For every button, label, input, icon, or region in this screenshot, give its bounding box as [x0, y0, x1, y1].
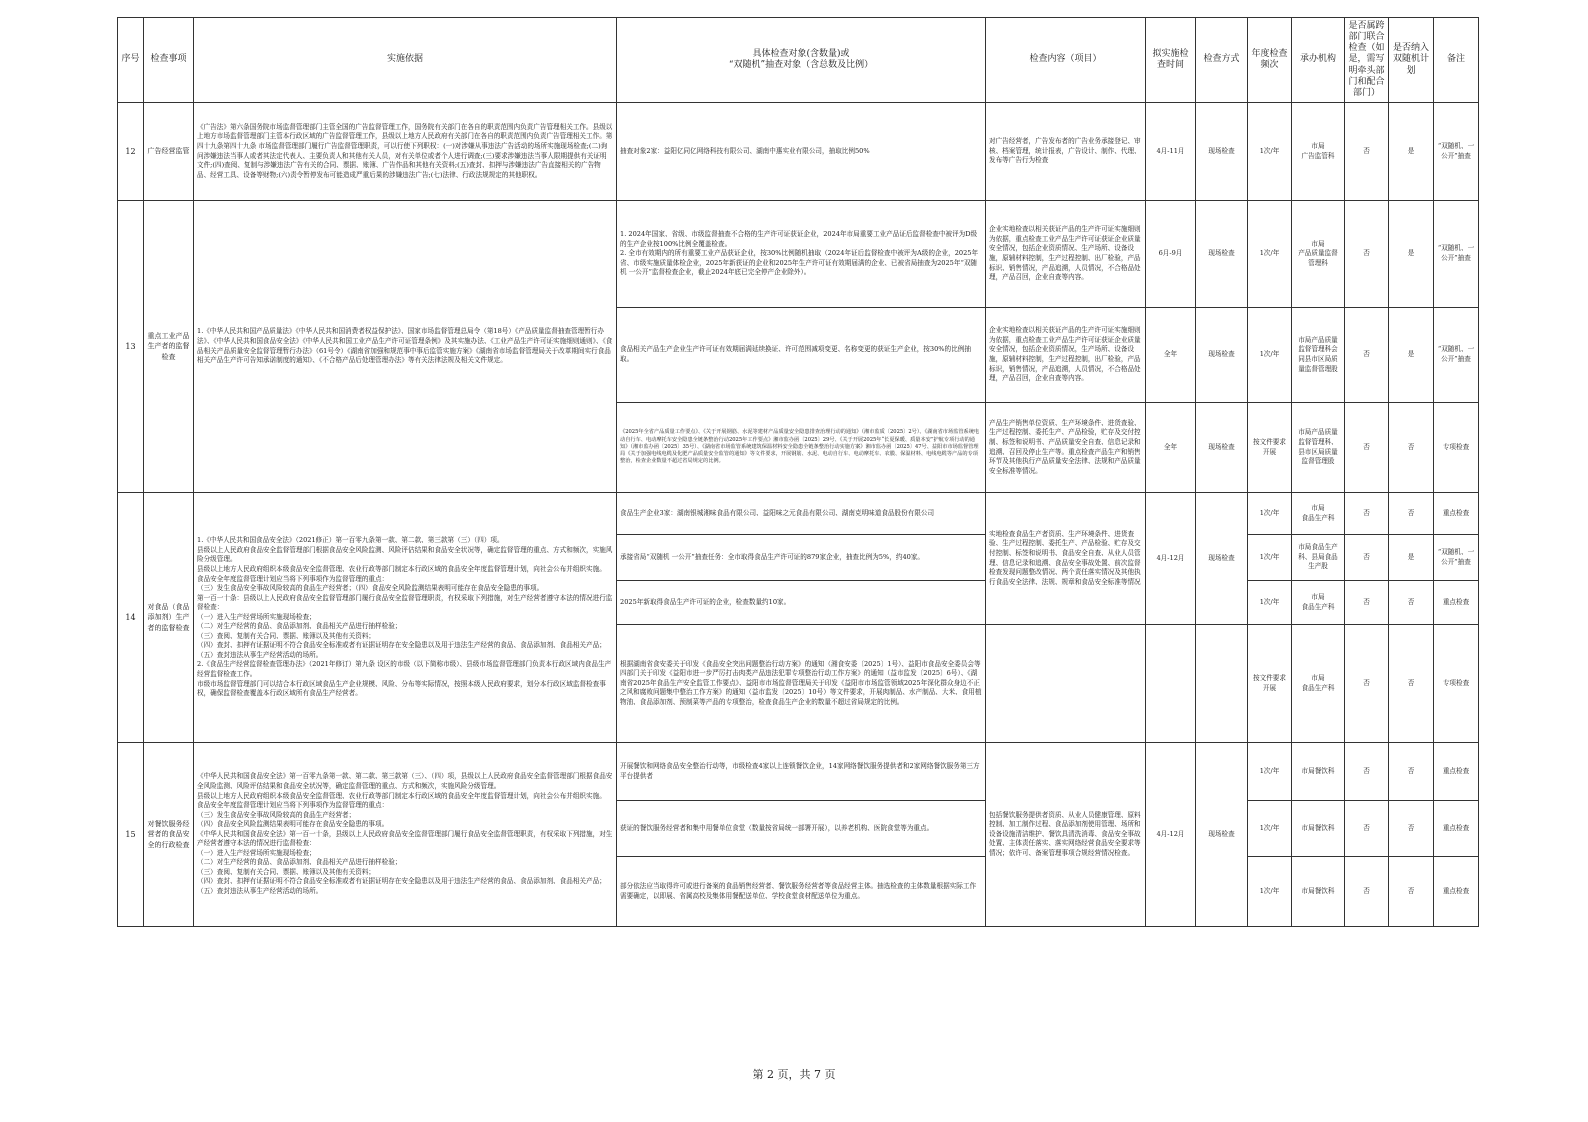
inspection-time: 4月-12月 — [1146, 743, 1196, 927]
inspection-content: 对广告经营者，广告发布者的广告业务承接登记、审核、档案管理，统计报表，广告设计、制作、代理、发布等广告行为检查 — [986, 103, 1146, 201]
header-object-line2: “双随机”抽查对象（含总数及比例） — [728, 60, 874, 70]
header-no: 序号 — [118, 18, 144, 103]
header-double-random: 是否纳入双随机计划 — [1389, 18, 1434, 103]
joint-inspection-flag: 否 — [1345, 201, 1389, 308]
inspection-frequency: 1次/年 — [1248, 535, 1292, 581]
inspection-time: 4月-12月 — [1146, 493, 1196, 625]
inspection-method: 现场检查 — [1196, 308, 1248, 403]
responsible-org: 市局 广告监管科 — [1292, 103, 1345, 201]
inspection-method: 现场检查 — [1196, 201, 1248, 308]
remark: “双随机、一公开”抽查 — [1434, 103, 1479, 201]
legal-basis: 1.《中华人民共和国食品安全法》（2021修正）第一百零九条第一款、第二款、第三款第（三）（四）项。 县级以上人民政府食品安全监督管理部门根据食品安全风险监测、风险评估结果和食品安全状况等，确定监督管理的重点、方式和频次，实施风险分级管理。 县级以上地方人民政府组织本级食品安全监督管理、农业行政等部门制定本行政区域的食品安全年度监督管理计划，向社会公布并组织实施。 食品安全年度监督管理计划应当将下列事项作为监督管理的重点： （三）发生食品安全事故风险较高的食品生产经营者；（四）食品安全风险监测结果表明可能存在食品安全隐患的事项。 第一百一十条：县级以上人民政府食品安全监督管理部门履行食品安全监督管理职责，有权采取下列措施，对生产经营者遵守本法的情况进行监督检查： （一）进入生产经营场所实施现场检查； （二）对生产经营的食品、食品添加剂、食品相关产品进行抽样检验； （三）查阅、复制有关合同、票据、账簿以及其他有关资料； （四）查封、扣押有证据证明不符合食品安全标准或者有证据证明存在安全隐患以及用于违法生产经营的食品、食品添加剂、食品相关产品； （五）查封违法从事生产经营活动的场所。 2.《食品生产经营监督检查管理办法》（2021年修订）第九条 设区的市级（以下简称市级）、县级市场监督管理部门负责本行政区域内食品生产经营监督检查工作。 市级市场监督管理部门可以结合本行政区域食品生产企业规模、风险、分布等实际情况，按照本级人民政府要求，划分本行政区域监督检查事权，确保监督检查覆盖本行政区域所有食品生产经营者。 — [194, 493, 617, 743]
row-number: 13 — [118, 201, 144, 493]
responsible-org: 市局餐饮科 — [1292, 801, 1345, 857]
inspection-item: 广告经营监管 — [144, 103, 194, 201]
inspection-item: 对餐饮服务经营者的食品安全的行政检查 — [144, 743, 194, 927]
row-number: 12 — [118, 103, 144, 201]
header-basis: 实施依据 — [194, 18, 617, 103]
inspection-frequency: 1次/年 — [1248, 308, 1292, 403]
inspection-object: 获证的餐饮服务经营者和集中用餐单位食堂（数量按省局统一部署开展），以养老机构、医院食堂等为重点。 — [617, 801, 986, 857]
inspection-content: 实地检查食品生产者资质、生产环境条件、进货查验、生产过程控制、委托生产、产品检验、贮存及交付控制、标签和说明书、食品安全自查、从业人员管理、信息记录和追溯、食品安全事故处置、前次监督检查发现问题整改情况、两个责任落实情况及其他执行食品安全法律、法规、规章和食品安全标准等情况 — [986, 493, 1146, 625]
remark: 重点检查 — [1434, 801, 1479, 857]
legal-basis: 《广告法》第六条国务院市场监督管理部门主管全国的广告监督管理工作，国务院有关部门在各自的职责范围内负责广告管理相关工作。县级以上地方市场监督管理部门主管本行政区域的广告监督管理工作，县级以上地方人民政府有关部门在各自的职责范围内负责广告管理相关工作。第四十九条第四十九条 市场监督管理部门履行广告监督管理职责，可以行使下列职权：(一)对涉嫌从事违法广告活动的场所实施现场检查;(二)询问涉嫌违法当事人或者其法定代表人、主要负责人和其他有关人员，对有关单位或者个人进行调查;(三)要求涉嫌违法当事人限期提供有关证明文件;(四)查阅、复制与涉嫌违法广告有关的合同、票据、账簿、广告作品和其他有关资料;(五)查封、扣押与涉嫌违法广告直接相关的广告物品、经营工具、设备等财物;(六)责令暂停发布可能造成严重后果的涉嫌违法广告;(七)法律、行政法规规定的其他职权。 — [194, 103, 617, 201]
double-random-flag: 否 — [1389, 581, 1434, 625]
inspection-object: 承接省局“双随机 一公开”抽查任务：全市取得食品生产许可证的879家企业，抽查比例为5%，约40家。 — [617, 535, 986, 581]
table-row — [118, 201, 1479, 308]
remark: 重点检查 — [1434, 743, 1479, 801]
inspection-frequency: 1次/年 — [1248, 581, 1292, 625]
inspection-object: 2025年新取得食品生产许可证的企业，检查数量约10家。 — [617, 581, 986, 625]
responsible-org: 市局餐饮科 — [1292, 743, 1345, 801]
inspection-time: 全年 — [1146, 403, 1196, 493]
double-random-flag: 否 — [1389, 403, 1434, 493]
responsible-org: 市局 食品生产科 — [1292, 493, 1345, 535]
inspection-frequency: 1次/年 — [1248, 103, 1292, 201]
header-content: 检查内容（项目） — [986, 18, 1146, 103]
remark: 重点检查 — [1434, 857, 1479, 927]
inspection-object: 开展餐饮和网络食品安全整治行动等，市级检查4家以上连锁餐饮企业，14家网络餐饮服务提供者和2家网络餐饮服务第三方平台提供者 — [617, 743, 986, 801]
double-random-flag: 是 — [1389, 308, 1434, 403]
double-random-flag: 否 — [1389, 801, 1434, 857]
double-random-flag: 否 — [1389, 493, 1434, 535]
inspection-method: 现场检查 — [1196, 493, 1248, 625]
header-remark: 备注 — [1434, 18, 1479, 103]
inspection-content: 企业实地检查以相关获证产品的生产许可证实施细则为依据，重点检查工业产品生产许可证获证企业质量安全情况，包括企业资质情况、生产场所、设备设施，原辅材料控制，生产过程控制、出厂检验，产品标识、销售情况，产品追溯，人员情况，不合格品处理，产品召回，企业自查等内容。 — [986, 201, 1146, 308]
inspection-method-empty — [1196, 625, 1248, 743]
joint-inspection-flag: 否 — [1345, 493, 1389, 535]
inspection-frequency: 按文件要求开展 — [1248, 403, 1292, 493]
legal-basis: 《中华人民共和国食品安全法》第一百零九条第一款、第二款、第三款第（三）、（四）项，县级以上人民政府食品安全监督管理部门根据食品安全风险监测、风险评估结果和食品安全状况等，确定监督管理的重点、方式和频次，实施风险分级管理。 县级以上地方人民政府组织本级食品安全监督管理、农业行政等部门制定本行政区域的食品安全年度监督管理计划，向社会公布并组织实施。 食品安全年度监督管理计划应当将下列事项作为监督管理的重点： （三）发生食品安全事故风险较高的食品生产经营者； （四）食品安全风险监测结果表明可能存在食品安全隐患的事项。 《中华人民共和国食品安全法》第一百一十条，县级以上人民政府食品安全监督管理部门履行食品安全监督管理职责，有权采取下列措施，对生产经营者遵守本法的情况进行监督检查： （一）进入生产经营场所实施现场检查； （二）对生产经营的食品、食品添加剂、食品相关产品进行抽样检验； （三）查阅、复制有关合同、票据、账簿以及其他有关资料； （四）查封、扣押有证据证明不符合食品安全标准或者有证据证明存在安全隐患以及用于违法生产经营的食品、食品添加剂、食品相关产品； （五）查封违法从事生产经营活动的场所。 — [194, 743, 617, 927]
inspection-item: 重点工业产品生产者的监督检查 — [144, 201, 194, 493]
header-org: 承办机构 — [1292, 18, 1345, 103]
inspection-object: 食品相关产品生产企业生产许可证有效期届满延续换证、许可范围减项变更、名称变更的获证生产企业，按30%的比例抽取。 — [617, 308, 986, 403]
table-row — [118, 493, 1479, 535]
inspection-content: 包括餐饮服务提供者资质、从业人员健康管理、原料控制、加工制作过程、食品添加剂使用管理、场所和设备设施清洁维护、餐饮具清洗消毒、食品安全事故处置、主体责任落实、落实网络经营食品安全要求等情况；依许可、备案管理事项合规经营情况检查。 — [986, 743, 1146, 927]
inspection-frequency: 1次/年 — [1248, 801, 1292, 857]
responsible-org: 市局产品质量监督管理科、县市区局质量监督管理股 — [1292, 403, 1345, 493]
joint-inspection-flag: 否 — [1345, 535, 1389, 581]
row-number: 15 — [118, 743, 144, 927]
inspection-time: 全年 — [1146, 308, 1196, 403]
remark: 重点检查 — [1434, 493, 1479, 535]
header-object-line1: 具体检查对象(含数量)或 — [752, 48, 850, 59]
remark: 重点检查 — [1434, 581, 1479, 625]
legal-basis: 1.《中华人民共和国产品质量法》《中华人民共和国消费者权益保护法》、国家市场监督管理总局令（第18号）《产品质量监督抽查管理暂行办法》、《中华人民共和国食品安全法》《中华人民共和国工业产品生产许可证管理条例》及其实施办法、《工业产品生产许可证实施细则通则》、《食品相关产品质量安全监督管理暂行办法》（61号令）《湖南省加强和规范事中事后监管实施方案》《湖南省市场监督管理局关于改革期间实行食品相关产品生产许可告知承诺制度的通知》、《不合格产品后处理管理办法》等有关法律法规及相关文件规定。 — [194, 201, 617, 493]
joint-inspection-flag: 否 — [1345, 743, 1389, 801]
inspection-time: 4月-11月 — [1146, 103, 1196, 201]
inspection-plan-table — [117, 17, 1478, 927]
table-row — [118, 743, 1479, 801]
inspection-content-empty — [986, 625, 1146, 743]
inspection-time-empty — [1146, 625, 1196, 743]
inspection-item: 对食品（食品添加剂）生产者的监督检查 — [144, 493, 194, 743]
joint-inspection-flag: 否 — [1345, 801, 1389, 857]
header-joint: 是否属跨部门联合检查（如是，需写明牵头部门和配合部门） — [1345, 18, 1389, 103]
double-random-flag: 是 — [1389, 535, 1434, 581]
joint-inspection-flag: 否 — [1345, 625, 1389, 743]
double-random-flag: 是 — [1389, 201, 1434, 308]
double-random-flag: 否 — [1389, 857, 1434, 927]
inspection-frequency: 按文件要求开展 — [1248, 625, 1292, 743]
responsible-org: 市局产品质量监督管理科会同县市区局质量监督管理股 — [1292, 308, 1345, 403]
joint-inspection-flag: 否 — [1345, 581, 1389, 625]
inspection-frequency: 1次/年 — [1248, 743, 1292, 801]
double-random-flag: 是 — [1389, 103, 1434, 201]
remark: “双随机、一公开”抽查 — [1434, 201, 1479, 308]
joint-inspection-flag: 否 — [1345, 857, 1389, 927]
remark: 专项检查 — [1434, 403, 1479, 493]
header-item: 检查事项 — [144, 18, 194, 103]
joint-inspection-flag: 否 — [1345, 308, 1389, 403]
inspection-method: 现场检查 — [1196, 743, 1248, 927]
header-object — [617, 18, 986, 103]
remark: 专项检查 — [1434, 625, 1479, 743]
joint-inspection-flag: 否 — [1345, 403, 1389, 493]
responsible-org: 市局 产品质量监督管理科 — [1292, 201, 1345, 308]
table-header-row — [118, 18, 1479, 103]
inspection-time: 6月-9月 — [1146, 201, 1196, 308]
responsible-org: 市局食品生产科、县局食品生产股 — [1292, 535, 1345, 581]
table-row — [118, 103, 1479, 201]
double-random-flag: 否 — [1389, 625, 1434, 743]
inspection-content: 产品生产销售单位资质、生产环境条件、进货查验、生产过程控制、委托生产、产品检验，贮存及交付控制、标签和说明书、产品质量安全自查、信息记录和追溯、召回及停止生产等。重点检查产品生产和销售环节及其他执行产品质量安全法律、法规和产品质量安全标准等情况。 — [986, 403, 1146, 493]
inspection-frequency: 1次/年 — [1248, 857, 1292, 927]
remark: “双随机、一公开”抽查 — [1434, 308, 1479, 403]
joint-inspection-flag: 否 — [1345, 103, 1389, 201]
remark: “双随机、一公开”抽查 — [1434, 535, 1479, 581]
inspection-object: 食品生产企业3家：湖南银城湘味食品有限公司、益阳味之元食品有限公司、湖南克明味道食品股份有限公司 — [617, 493, 986, 535]
responsible-org: 市局餐饮科 — [1292, 857, 1345, 927]
inspection-object: 1. 2024年国家、省级、市级监督抽查不合格的生产许可证获证企业，2024年市局重要工业产品证后监督检查中被评为D级的生产企业按100%比例全覆盖检查。 2. 全市有效期内的所有重要工业产品获证企业，按30%比例随机抽取（2024年证后监督检查中被评为A级的企业，2025年省、市级实施质量体检企业，2025年新获证的企业和2025年生产许可证有效期届满的企业、已被省局抽查为2025年“双随机 一公开”监督检查企业，截止2024年底已完全停产企业除外）。 — [617, 201, 986, 308]
inspection-object: 抽查对象2家：益阳亿同亿网络科技有限公司、湖南中惠实业有限公司，抽取比例50% — [617, 103, 986, 201]
inspection-object: 《2025年全省产品质量工作要点》、《关于开展钢筋、水泥等建材产品质量安全隐患排查治理行动的通知》（湘市监质〔2025〕2号）、《湖南省市场监管系统电动自行车、电动摩托车安全隐患全链条整治行动2025年工作要点》湘市监办函〔2025〕29号、《关于开展2025年“长夏保暖、质量本安”护航专项行动的通知》（湘市监办函〔2025〕35号）、《湖南省市场监管系统建筑保温材料安全隐患全链条整治行动实施方案》湘市监办函〔2025〕47号、益阳市市场监督管理局《关于加强电线电缆及化肥产品质量安全监管的通知》等文件要求，开展钢筋、水泥、电动自行车、电动摩托车、农膜、保温材料、电线电缆等产品的专项整治，检查企业数量不超过省局规定的比例。 — [617, 403, 986, 493]
inspection-object: 部分依法应当取得许可或进行备案的食品销售经营者、餐饮服务经营者等食品经营主体。抽选检查的主体数量根据实际工作需要确定，以即展、省属高校及集体用餐配送单位、学校食堂食材配送单位为重点。 — [617, 857, 986, 927]
inspection-content: 企业实地检查以相关获证产品的生产许可证实施细则为依据，重点检查工业产品生产许可证获证企业质量安全情况，包括企业资质情况，生产场所、设备设施，原辅材料控制，生产过程控制，出厂检验，产品标识，销售情况，产品追溯，人员情况，不合格品处理，产品召回，企业自查等内容。 — [986, 308, 1146, 403]
responsible-org: 市局 食品生产科 — [1292, 625, 1345, 743]
header-method: 检查方式 — [1196, 18, 1248, 103]
inspection-frequency: 1次/年 — [1248, 201, 1292, 308]
header-freq: 年度检查频次 — [1248, 18, 1292, 103]
page-number: 第 2 页，共 7 页 — [752, 1068, 836, 1081]
inspection-frequency: 1次/年 — [1248, 493, 1292, 535]
header-time: 拟实施检查时间 — [1146, 18, 1196, 103]
inspection-object: 根据湖南省食安委关于印发《食品安全突出问题整治行动方案》的通知（湘食安委〔2025〕1号）、益阳市食品安全委员会等四部门关于印发《益阳市进一步严厉打击肉类产品违法犯罪专项整治行动工作方案》的通知（益市监发〔2025〕6号）、《湖南省2025年食品生产安全监管工作要点》、益阳市市场监督管理局关于印发《益阳市市场监管领域2025年深化群众身边不正之风和腐败问题集中整治工作方案》的通知（益市监发〔2025〕10号）等文件要求，开展肉制品、水产制品、大米、食用植物油、食品添加剂、预制菜等产品的专项整治，检查食品生产企业的数量不超过省局规定的比例。 — [617, 625, 986, 743]
row-number: 14 — [118, 493, 144, 743]
inspection-method: 现场检查 — [1196, 103, 1248, 201]
inspection-method: 现场检查 — [1196, 403, 1248, 493]
double-random-flag: 否 — [1389, 743, 1434, 801]
responsible-org: 市局 食品生产科 — [1292, 581, 1345, 625]
